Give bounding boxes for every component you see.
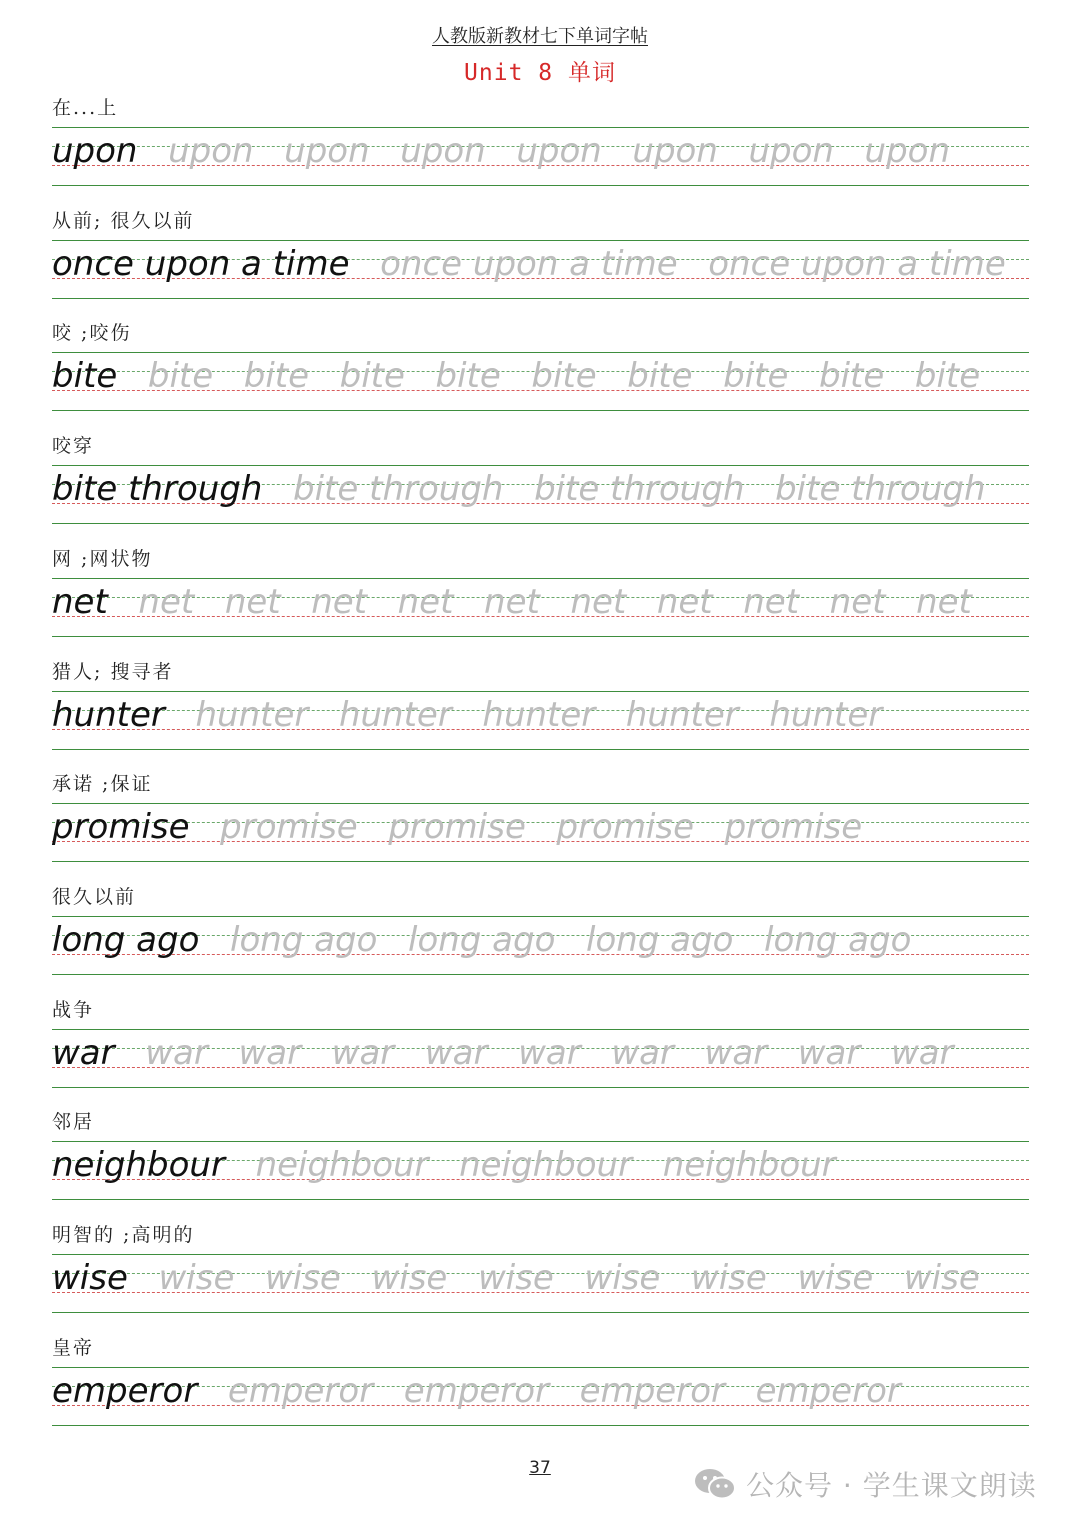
word-row xyxy=(52,467,986,511)
trace-word: net xyxy=(829,581,886,622)
model-word: promise xyxy=(52,807,190,848)
trace-word: net xyxy=(656,581,713,622)
guide-line xyxy=(52,861,1029,862)
trace-word: once upon a time xyxy=(380,243,678,284)
trace-word: promise xyxy=(556,807,695,848)
chinese-meaning: 邻居 xyxy=(52,1111,95,1134)
word-entry xyxy=(52,1108,1029,1221)
trace-word: hunter xyxy=(482,694,596,735)
chinese-meaning: 承诺 ;保证 xyxy=(52,773,153,796)
guide-line xyxy=(52,636,1029,637)
word-row xyxy=(52,1031,954,1075)
chinese-meaning: 网 ;网状物 xyxy=(52,547,153,570)
model-word: upon xyxy=(52,131,138,171)
trace-word: upon xyxy=(632,131,718,171)
trace-word: bite xyxy=(819,356,885,397)
guide-line xyxy=(52,1141,1029,1142)
trace-word: promise xyxy=(388,807,526,848)
trace-word: wise xyxy=(477,1258,554,1298)
writing-guide-lines xyxy=(52,916,1029,976)
trace-word: net xyxy=(484,581,540,622)
model-word: wise xyxy=(52,1258,128,1298)
trace-word: hunter xyxy=(195,694,309,735)
writing-guide-lines xyxy=(52,1029,1029,1089)
word-entry xyxy=(52,996,1029,1109)
trace-word: hunter xyxy=(769,694,883,735)
trace-word: upon xyxy=(516,131,602,171)
guide-line xyxy=(52,578,1029,579)
trace-word: bite through xyxy=(293,469,504,510)
guide-line xyxy=(52,410,1029,411)
trace-word: war xyxy=(145,1032,208,1073)
writing-guide-lines xyxy=(52,1141,1029,1201)
wechat-icon xyxy=(694,1467,736,1501)
word-row xyxy=(52,1369,901,1413)
guide-line xyxy=(52,916,1029,917)
chinese-meaning: 从前; 很久以前 xyxy=(52,209,195,232)
word-row xyxy=(52,1256,980,1300)
word-row xyxy=(52,693,882,737)
chinese-meaning: 猎人; 搜寻者 xyxy=(52,660,174,683)
chinese-meaning: 很久以前 xyxy=(52,885,137,908)
guide-line xyxy=(52,185,1029,186)
model-word: bite xyxy=(52,356,118,397)
trace-word: wise xyxy=(264,1258,341,1298)
writing-guide-lines xyxy=(52,240,1029,300)
model-word: once upon a time xyxy=(52,243,350,284)
word-entry xyxy=(52,1334,1029,1447)
trace-word: emperor xyxy=(403,1370,550,1411)
word-row xyxy=(52,129,950,173)
trace-word: neighbour xyxy=(662,1145,836,1186)
word-entry xyxy=(52,207,1029,320)
guide-line xyxy=(52,691,1029,692)
guide-line xyxy=(52,465,1029,466)
trace-word: long ago xyxy=(230,919,378,960)
trace-word: upon xyxy=(284,131,370,171)
word-row xyxy=(52,1143,836,1187)
writing-guide-lines xyxy=(52,465,1029,525)
trace-word: net xyxy=(570,581,627,622)
guide-line xyxy=(52,1312,1029,1313)
trace-word: bite xyxy=(339,356,405,397)
trace-word: bite xyxy=(243,356,310,397)
trace-word: long ago xyxy=(764,919,912,960)
guide-line xyxy=(52,1367,1029,1368)
trace-word: net xyxy=(397,581,454,622)
watermark xyxy=(694,1464,1037,1504)
word-entry xyxy=(52,94,1029,207)
word-row xyxy=(52,918,911,962)
writing-guide-lines xyxy=(52,1367,1029,1427)
trace-word: war xyxy=(331,1032,395,1073)
page-number: 37 xyxy=(529,1458,551,1478)
trace-word: net xyxy=(224,581,281,622)
word-entry xyxy=(52,658,1029,771)
trace-word: bite xyxy=(914,356,981,397)
writing-guide-lines xyxy=(52,803,1029,863)
page-header xyxy=(0,22,1080,48)
trace-word: war xyxy=(704,1032,768,1073)
trace-word: bite xyxy=(147,356,214,397)
trace-word: upon xyxy=(168,131,254,171)
trace-word: war xyxy=(238,1032,302,1073)
word-row xyxy=(52,242,1006,286)
word-entry xyxy=(52,770,1029,883)
trace-word: long ago xyxy=(586,919,734,960)
trace-word: wise xyxy=(371,1258,448,1298)
word-row xyxy=(52,580,972,624)
trace-word: wise xyxy=(690,1258,767,1298)
chinese-meaning: 咬 ;咬伤 xyxy=(52,322,132,345)
chinese-meaning: 战争 xyxy=(52,998,95,1021)
guide-line xyxy=(52,127,1029,128)
model-word: net xyxy=(52,581,108,622)
guide-line xyxy=(52,1254,1029,1255)
trace-word: neighbour xyxy=(255,1145,429,1186)
trace-word: promise xyxy=(724,807,863,848)
chinese-meaning: 在...上 xyxy=(52,97,119,119)
word-row xyxy=(52,354,980,398)
guide-line xyxy=(52,1425,1029,1426)
writing-guide-lines xyxy=(52,127,1029,187)
trace-word: wise xyxy=(584,1258,661,1298)
guide-line xyxy=(52,523,1029,524)
trace-word: bite xyxy=(627,356,693,397)
guide-line xyxy=(52,974,1029,975)
trace-word: upon xyxy=(748,131,834,171)
trace-word: bite through xyxy=(775,469,986,510)
trace-word: war xyxy=(797,1032,861,1073)
trace-word: war xyxy=(611,1032,674,1073)
word-entry xyxy=(52,319,1029,432)
trace-word: bite xyxy=(531,356,597,397)
trace-word: bite through xyxy=(534,469,745,510)
model-word: emperor xyxy=(52,1370,198,1411)
trace-word: hunter xyxy=(625,694,739,735)
trace-word: war xyxy=(890,1032,954,1073)
model-word: long ago xyxy=(52,919,200,960)
word-entry xyxy=(52,545,1029,658)
trace-word: bite xyxy=(723,356,789,397)
word-entry xyxy=(52,432,1029,545)
trace-word: wise xyxy=(903,1258,980,1298)
trace-word: bite xyxy=(435,356,501,397)
writing-guide-lines xyxy=(52,578,1029,638)
model-word: war xyxy=(52,1032,115,1073)
trace-word: hunter xyxy=(338,694,452,735)
trace-word: net xyxy=(138,581,195,622)
trace-word: promise xyxy=(220,807,358,848)
watermark-text: 公众号 · 学生课文朗读 xyxy=(746,1469,1037,1502)
guide-line xyxy=(52,803,1029,804)
guide-line xyxy=(52,240,1029,241)
unit-title: Unit 8 单词 xyxy=(464,60,616,86)
word-entry xyxy=(52,1221,1029,1334)
guide-line xyxy=(52,749,1029,750)
writing-guide-lines xyxy=(52,1254,1029,1314)
trace-word: war xyxy=(518,1032,581,1073)
writing-guide-lines xyxy=(52,691,1029,751)
guide-line xyxy=(52,1087,1029,1088)
trace-word: wise xyxy=(158,1258,235,1298)
model-word: bite through xyxy=(52,469,263,510)
trace-word: emperor xyxy=(227,1370,374,1411)
guide-line xyxy=(52,352,1029,353)
writing-guide-lines xyxy=(52,352,1029,412)
chinese-meaning: 皇帝 xyxy=(52,1336,95,1359)
trace-word: upon xyxy=(864,131,951,171)
trace-word: neighbour xyxy=(459,1145,633,1186)
trace-word: upon xyxy=(400,131,486,171)
chinese-meaning: 明智的 ;高明的 xyxy=(52,1224,195,1246)
trace-word: war xyxy=(424,1032,488,1073)
model-word: neighbour xyxy=(52,1145,225,1186)
trace-word: emperor xyxy=(579,1370,725,1411)
guide-line xyxy=(52,1029,1029,1030)
trace-word: net xyxy=(743,581,800,622)
trace-word: emperor xyxy=(755,1370,901,1411)
guide-line xyxy=(52,1199,1029,1200)
guide-line xyxy=(52,298,1029,299)
page-header-title: 人教版新教材七下单词字帖 xyxy=(432,26,648,47)
word-entry xyxy=(52,883,1029,996)
trace-word: net xyxy=(916,581,972,622)
trace-word: long ago xyxy=(408,919,556,960)
trace-word: wise xyxy=(797,1258,874,1298)
trace-word: once upon a time xyxy=(708,243,1006,284)
model-word: hunter xyxy=(52,694,165,735)
trace-word: net xyxy=(311,581,368,622)
word-row xyxy=(52,805,862,849)
chinese-meaning: 咬穿 xyxy=(52,435,95,458)
